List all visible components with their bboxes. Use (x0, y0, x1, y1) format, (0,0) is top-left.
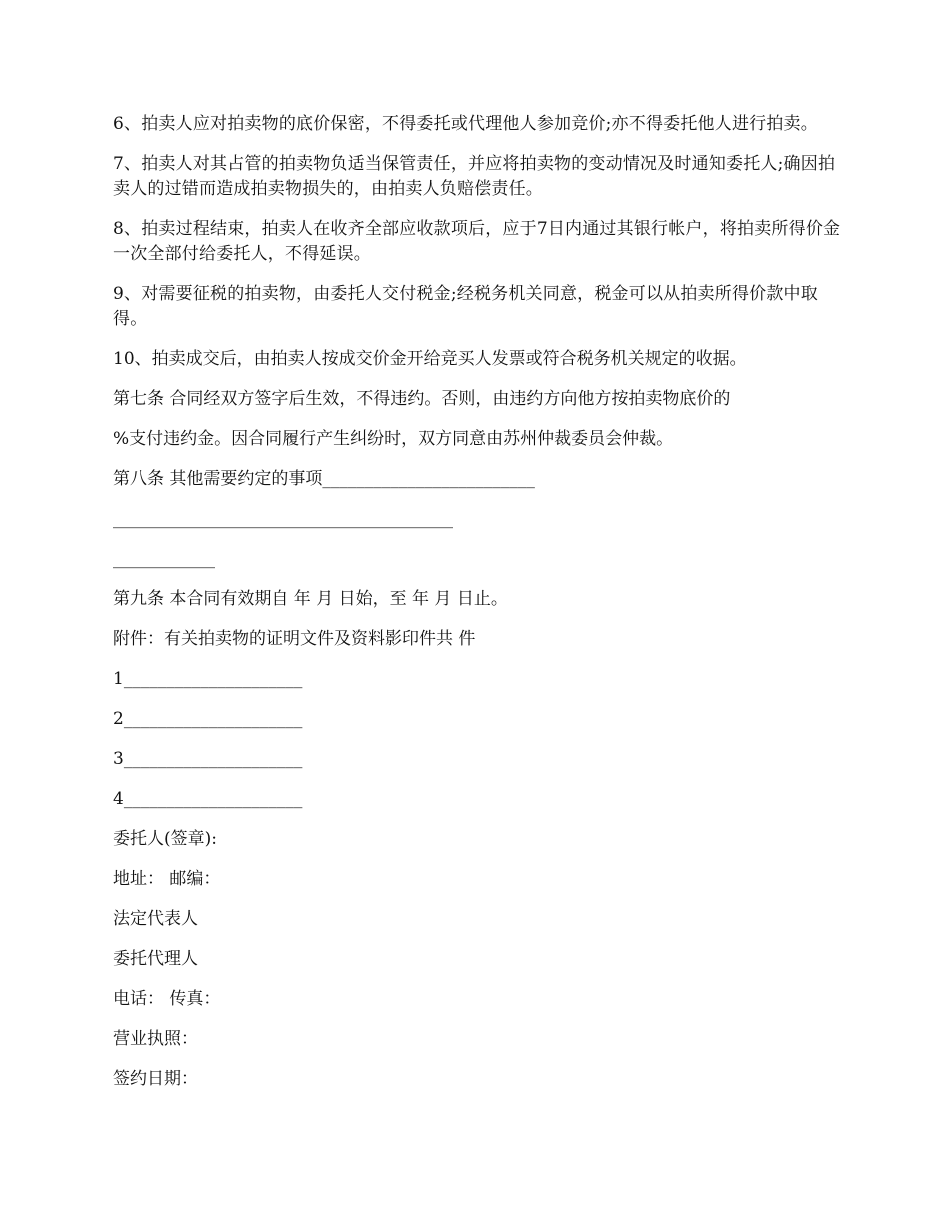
article-8-line-3: ____________ (113, 549, 215, 569)
attachment-item-4: 4_____________________ (113, 789, 303, 809)
attachment-item-3: 3_____________________ (113, 749, 303, 769)
signature-address: 地址： 邮编： (113, 869, 221, 889)
signature-date: 签约日期： (113, 1069, 198, 1089)
attachment-item-2: 2_____________________ (113, 709, 303, 729)
clause-10: 10、拍卖成交后，由拍卖人按成交价金开给竞买人发票或符合税务机关规定的收据。 (113, 349, 747, 369)
signature-phone: 电话： 传真： (113, 989, 221, 1009)
document-page (113, 112, 841, 1107)
clause-6: 6、拍卖人应对拍卖物的底价保密，不得委托或代理他人参加竞价;亦不得委托他人进行拍卖。 (113, 114, 818, 134)
article-9: 第九条 本合同有效期自 年 月 日始，至 年 月 日止。 (113, 589, 508, 609)
article-8-line-2: ________________________________________ (113, 509, 453, 529)
signature-agent: 委托代理人 (113, 949, 198, 969)
clause-9: 9、对需要征税的拍卖物，由委托人交付税金;经税务机关同意，税金可以从拍卖所得价款中取得。 (113, 284, 818, 329)
signature-legal-rep: 法定代表人 (113, 909, 198, 929)
article-7-line-1: 第七条 合同经双方签字后生效，不得违约。否则，由违约方向他方按拍卖物底价的 (113, 389, 731, 409)
article-8-line-1: 第八条 其他需要约定的事项_________________________ (113, 469, 535, 489)
signature-principal: 委托人(签章): (113, 829, 217, 849)
article-7-line-2: %支付违约金。因合同履行产生纠纷时，双方同意由苏州仲裁委员会仲裁。 (113, 429, 674, 449)
clause-7: 7、拍卖人对其占管的拍卖物负适当保管责任，并应将拍卖物的变动情况及时通知委托人;确因拍卖人的过错而造成拍卖物损失的，由拍卖人负赔偿责任。 (113, 154, 836, 199)
attachment-item-1: 1_____________________ (113, 669, 303, 689)
clause-8: 8、拍卖过程结束，拍卖人在收齐全部应收款项后，应于7日内通过其银行帐户，将拍卖所得价金一次全部付给委托人，不得延误。 (113, 219, 841, 264)
signature-license: 营业执照： (113, 1029, 198, 1049)
attachments-heading: 附件：有关拍卖物的证明文件及资料影印件共 件 (113, 629, 476, 649)
